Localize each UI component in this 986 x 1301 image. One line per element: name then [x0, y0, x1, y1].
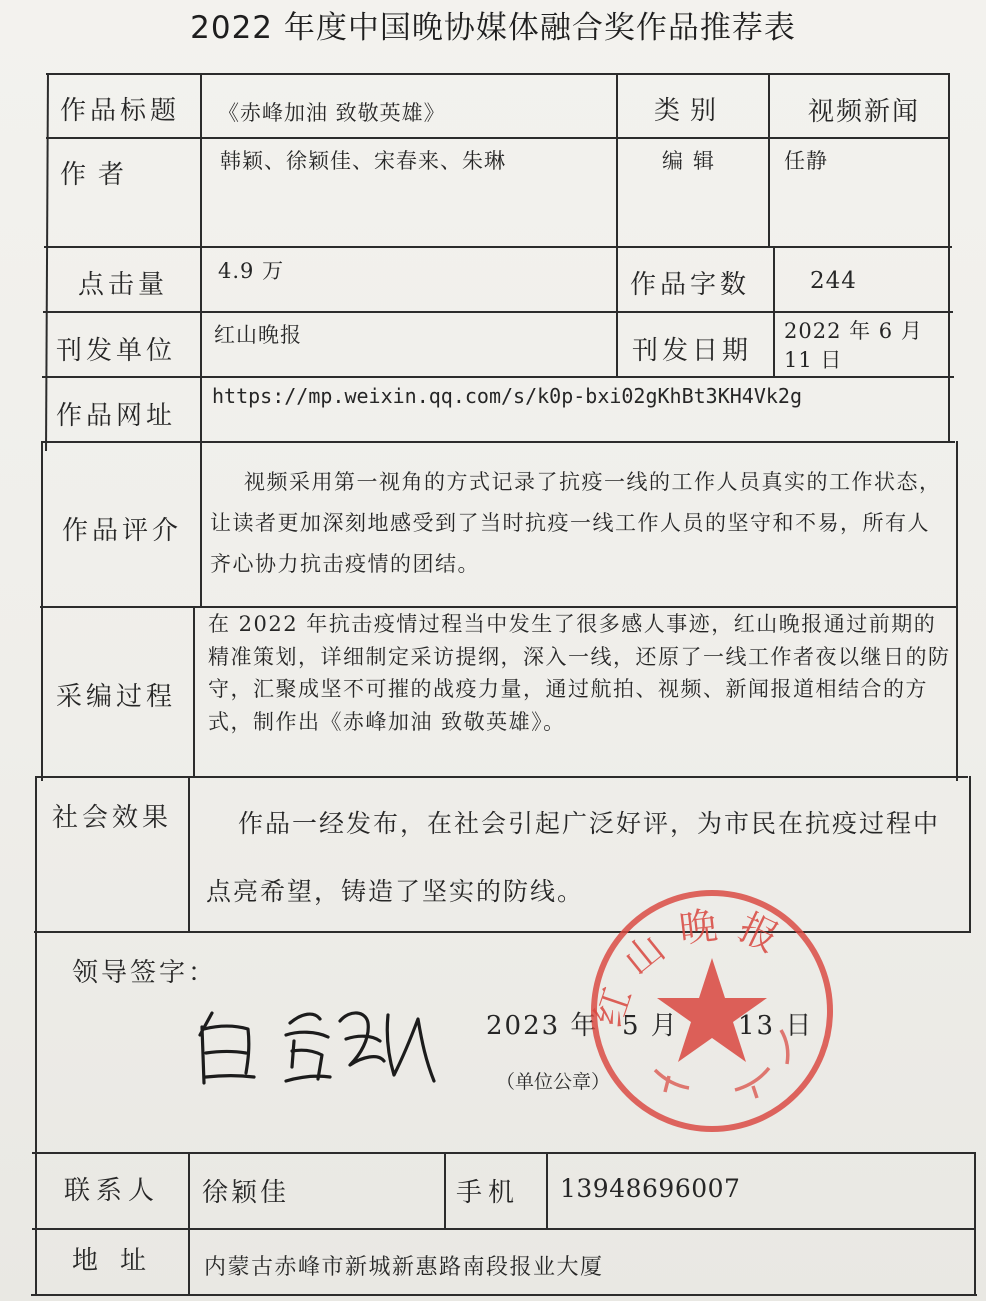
value-effect: 作品一经发布，在社会引起广泛好评，为市民在抗疫过程中点亮希望，铸造了坚实的防线。	[206, 809, 941, 906]
value-address: 内蒙古赤峰市新城新惠路南段报业大厦	[204, 1255, 604, 1280]
value-intro: 视频采用第一视角的方式记录了抗疫一线的工作人员真实的工作状态，让读者更加深刻地感受到了当时抗疫一线工作人员的坚守和不易，所有人齐心协力抗击疫情的团结。	[210, 470, 942, 576]
signing-date-day: 13 日	[738, 1011, 814, 1041]
rule	[32, 1228, 976, 1230]
label-intro: 作品评介	[62, 516, 183, 546]
rule	[773, 246, 775, 378]
label-publish-date: 刊发日期	[632, 336, 753, 366]
rule	[200, 73, 202, 608]
value-editor: 任静	[784, 149, 828, 173]
value-url: https://mp.weixin.qq.com/s/k0p-bxi02gKhBt3KH4Vk2g	[212, 384, 803, 408]
value-clicks: 4.9 万	[218, 259, 285, 283]
value-work-title: 《赤峰加油 致敬英雄》	[218, 101, 446, 125]
label-clicks: 点击量	[78, 270, 169, 300]
value-author: 韩颖、徐颖佳、宋春来、朱琳	[220, 149, 506, 173]
rule	[546, 1152, 548, 1230]
rule	[46, 137, 948, 139]
label-process: 采编过程	[56, 682, 177, 712]
rule	[36, 776, 968, 778]
rule	[41, 441, 955, 443]
rule	[41, 441, 43, 781]
label-author: 作者	[60, 160, 137, 190]
value-publisher: 红山晚报	[214, 323, 302, 347]
rule	[46, 73, 948, 75]
value-process: 在 2022 年抗击疫情过程当中发生了很多感人事迹，红山晚报通过前期的精准策划，详细制定采访提纲，深入一线，还原了一线工作者夜以继日的防守，汇聚成坚不可摧的战疫力量，通过航拍、视频、新闻报道相结合的方式，制作出《赤峰加油 致敬英雄》。	[208, 612, 951, 734]
label-work-title: 作品标题	[60, 96, 181, 126]
rule	[188, 1152, 190, 1296]
rule	[616, 73, 618, 378]
label-editor: 编辑	[662, 149, 724, 173]
value-word-count: 244	[810, 268, 857, 294]
rule	[45, 73, 49, 451]
rule	[32, 1152, 974, 1154]
value-publish-date: 2022 年 6 月 11 日	[784, 319, 923, 372]
label-word-count: 作品字数	[630, 270, 751, 300]
rule	[444, 1152, 446, 1230]
rule	[35, 776, 37, 1296]
label-publisher: 刊发单位	[56, 336, 177, 366]
label-leader-signature: 领导签字：	[72, 958, 218, 988]
rule	[193, 606, 195, 778]
rule	[948, 73, 950, 443]
value-category: 视频新闻	[808, 97, 921, 127]
rule	[768, 73, 770, 248]
value-mobile: 13948696007	[560, 1174, 741, 1203]
stamp-text: 红山晚报	[586, 901, 800, 1033]
label-url: 作品网址	[56, 401, 177, 431]
signing-date-year: 2023 年	[486, 1011, 599, 1041]
label-mobile: 手机	[456, 1178, 521, 1208]
rule	[43, 311, 953, 313]
rule	[42, 376, 954, 378]
rule	[188, 776, 190, 933]
label-effect: 社会效果	[52, 803, 173, 833]
label-contact-person: 联系人	[64, 1176, 161, 1206]
label-category: 类别	[654, 96, 727, 126]
label-official-seal: （单位公章）	[496, 1071, 611, 1093]
page-title: 2022 年度中国晚协媒体融合奖作品推荐表	[190, 10, 796, 46]
rule	[974, 1152, 976, 1296]
rule	[969, 776, 971, 933]
signing-date-month: 5 月	[622, 1011, 679, 1041]
official-seal-stamp	[585, 880, 839, 1142]
handwritten-signature	[190, 995, 450, 1090]
value-contact-person: 徐颖佳	[202, 1178, 290, 1208]
rule	[31, 1294, 977, 1296]
rule	[44, 246, 952, 248]
label-address: 地址	[72, 1246, 169, 1276]
